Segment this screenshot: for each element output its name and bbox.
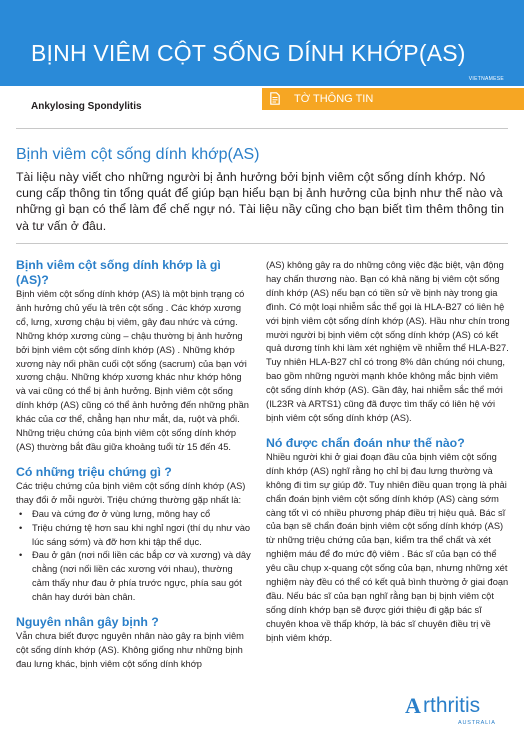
arthritis-australia-logo bbox=[405, 693, 509, 729]
section-text: (AS) không gây ra do những công việc đặc biệt, vận động hay chấn thương nào. Bạn có khả năng bị viêm cột sống dính khớp (AS) nếu bạn có tiền sử về bịnh này trong gia đình. Có một loại nhiễm sắc thể gọi là HLA-B27 có liên hệ với bịnh viêm cột sống dính khớp (AS). Hầu như chín trong mười người bị bịnh viêm cột sống dính khớp (AS) có kết quả dương tính khi làm xét nghiệm về nhiễm thể HLA-B27. Tuy nhiên HLA-B27 chỉ có trong 8% dân chúng nói chung, bao gồm những người mạnh khỏe không mắc bịnh viêm cột sống dính khớp (AS). Gần đây, hai nhiễm sắc thể mới (IL23R và ARTS1) cũng đã được tìm thấy có liên hệ với bịnh viêm cột sống dính khớp (AS). bbox=[266, 260, 510, 423]
section-text: Vẫn chưa biết được nguyên nhân nào gây ra bịnh viêm cột sống dính khớp (AS). Không giống như những bịnh đau lưng khác, bịnh viêm cột sống dính khớp bbox=[16, 631, 244, 669]
intro-text: Tài liệu này viết cho những người bị ảnh hưởng bởi bịnh viêm cột sống dính khớp. Nó cung cấp thông tin tổng quát để giúp bạn hiểu bạn bị ảnh hưởng của bịnh như thế nào và những gì bạn có thể làm để chế ngự nó. Tài liệu nầy cũng cho bạn biết tìm thêm thông tin và tư vấn ở đâu. bbox=[16, 170, 504, 233]
document-subtitle: Ankylosing Spondylitis bbox=[31, 101, 142, 112]
logo-subtext: AUSTRALIA bbox=[458, 720, 496, 726]
list-item: • Đau và cứng đơ ở vùng lưng, mông hay cổ bbox=[16, 508, 252, 522]
divider bbox=[16, 243, 508, 244]
logo-wordmark: rthritis bbox=[423, 694, 481, 717]
left-column bbox=[16, 258, 252, 672]
list-item: • Đau ở gân (nơi nối liền các bắp cơ và xương) và dây chằng (nơi nối liền các xương với nhau), thường cảm thấy như đau ở phía trước ngực, phía sau gót chân hay dưới bàn chân. bbox=[16, 549, 252, 605]
document-icon bbox=[270, 92, 280, 105]
section-text: Nhiều người khi ở giai đoạn đầu của bịnh viêm cột sống dính khớp (AS) nghĩ rằng họ chỉ bị đau lưng thường và không đi tìm sự giúp đỡ. Tuy nhiên điều quan trọng là phải chẩn đoán bịnh viêm cột sống dính khớp (AS) càng sớm càng tốt vì có nhiều phương pháp điều trị hiệu quả. Bác sĩ của bạn sẽ chẩn đoán bịnh viêm cột sống dính khớp (AS) từ những triệu chứng của bạn, kiểm tra thể chất và xét nghiệm máu để đo mức độ viêm . Bác sĩ của bạn có thể yêu cầu chụp x-quang cột sống của bạn, nhưng những xét nghiệm này đều có thể có kết quả bình thường ở giai đoạn đầu. Nếu bác sĩ của bạn nghĩ rằng bạn bị bịnh viêm cột sống dính khớp bạn sẽ được giới thiệu đi gặp bác sĩ chuyên khoa về thấp khớp, là bác sĩ chuyên điều trị về bịnh viêm khớp. bbox=[266, 451, 509, 643]
header-banner bbox=[0, 0, 524, 86]
section-heading: Có những triệu chứng gì ? bbox=[16, 464, 172, 479]
list-item: • Triệu chứng tệ hơn sau khi nghỉ ngơi (thí dụ như vào lúc sáng sớm) và đỡ hơn khi tập thể dục. bbox=[16, 522, 252, 550]
section-heading: Nguyên nhân gây bịnh ? bbox=[16, 615, 159, 630]
logo-initial: A bbox=[405, 693, 421, 718]
right-column bbox=[266, 259, 510, 646]
document-title: BỊNH VIÊM CỘT SỐNG DÍNH KHỚP(AS) bbox=[31, 40, 466, 66]
section-heading: Bịnh viêm cột sống dính khớp là gì (AS)? bbox=[16, 258, 221, 287]
language-label: VIETNAMESE bbox=[468, 76, 504, 82]
section-text: Bịnh viêm cột sống dính khớp (AS) là một bịnh trạng có ảnh hưởng chủ yếu là trên cột sống . Các khớp xương cổ, lưng, xương chậu bị viêm, gây đau nhức và cứng. Những khớp xương cùng – chậu thường bị ảnh hưởng bởi bịnh viêm cột sống dính khớp (AS) . Những khớp xương này nối phần cuối cột sống (sacrum) của bạn với xương chậu. Những khớp xương khác như khớp hông và vai cũng có thể bị ảnh hưởng. Bịnh viêm cột sống dính khớp (AS) cũng có thể ảnh hưởng đến những phần khác của cơ thể, chẳng hạn như mắt, da, ruột và phổi. Những triệu chứng của bịnh viêm cột sống dính khớp (AS) thường bắt đầu giữa khoảng tuổi từ 15 đến 45. bbox=[16, 289, 249, 452]
divider bbox=[16, 128, 508, 129]
symptom-list bbox=[16, 508, 252, 605]
section-heading: Nó được chẩn đoán như thế nào? bbox=[266, 435, 465, 450]
section-text: Các triệu chứng của bịnh viêm cột sống dính khớp (AS) thay đổi ở mỗi người. Triệu chứng thường gặp nhất là: bbox=[16, 480, 246, 505]
info-sheet-label: TỜ THÔNG TIN bbox=[294, 93, 374, 105]
intro-heading: Bịnh viêm cột sống dính khớp(AS) bbox=[16, 146, 260, 163]
info-sheet-tab bbox=[262, 88, 524, 110]
